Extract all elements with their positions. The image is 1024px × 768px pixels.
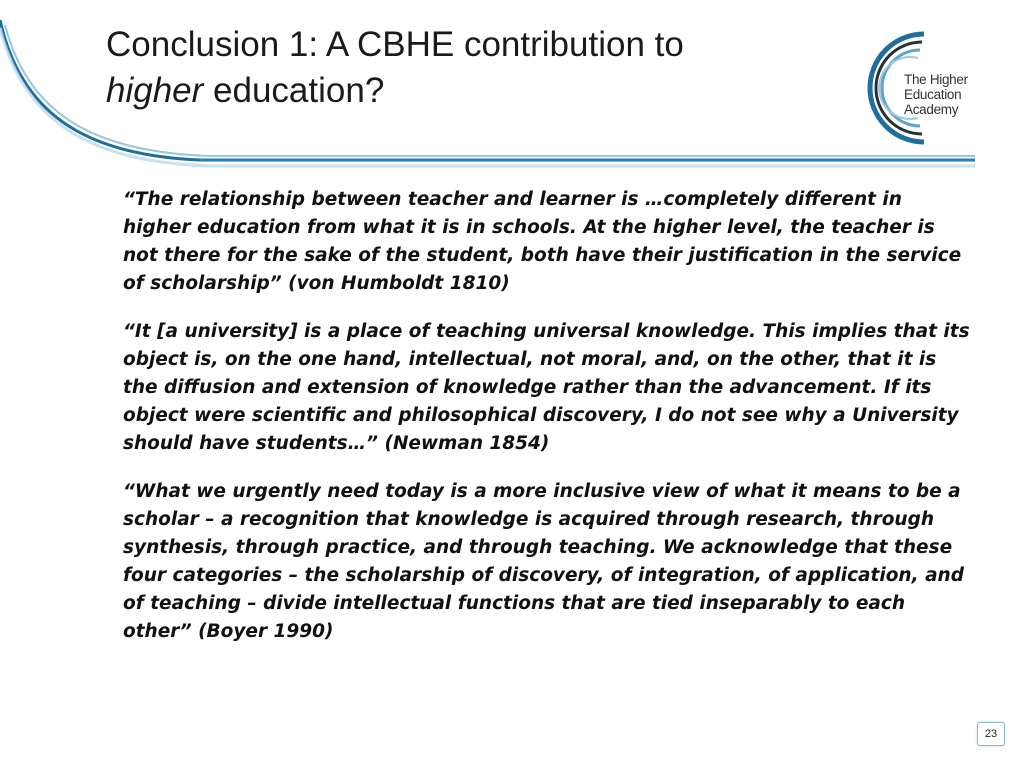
logo-line-3: Academy (904, 102, 959, 117)
hea-logo-wordmark (904, 72, 968, 117)
quote-humboldt: “The relationship between teacher and learner is …completely different in higher education from what it is in schools. At the higher level, the teacher is not there for the sake of the student, both have their justification in the service of scholarship” (von Humboldt 1810) (123, 189, 962, 294)
quote-boyer: “What we urgently need today is a more inclusive view of what it means to be a scholar – a recognition that knowledge is acquired through research, through synthesis, through practice, and through teaching. We acknowledge that these four categories – the scholarship of discovery, of integration, of application, and of teaching – divide intellectual functions that are tied inseparably to each other” (Boyer 1990) (123, 481, 964, 642)
slide-title (106, 22, 826, 114)
title-line-1: Conclusion 1: A CBHE contribution to (106, 25, 684, 64)
title-line-2 (106, 68, 826, 114)
page-number: 23 (977, 722, 1005, 746)
quote-newman: “It [a university] is a place of teaching universal knowledge. This implies that its object is, on the one hand, intellectual, not moral, and, on the other, that it is the diffusion and extension of knowledge rather than the advancement. If its object were scientific and philosophical discovery, I do not see why a University should have students…” (Newman 1854) (123, 321, 970, 454)
logo-line-1: The Higher (904, 72, 968, 87)
logo-line-2: Education (904, 87, 962, 102)
title-emphasis: higher (106, 71, 204, 110)
title-line-2-rest: education? (203, 71, 385, 110)
quotes-block (123, 186, 973, 666)
